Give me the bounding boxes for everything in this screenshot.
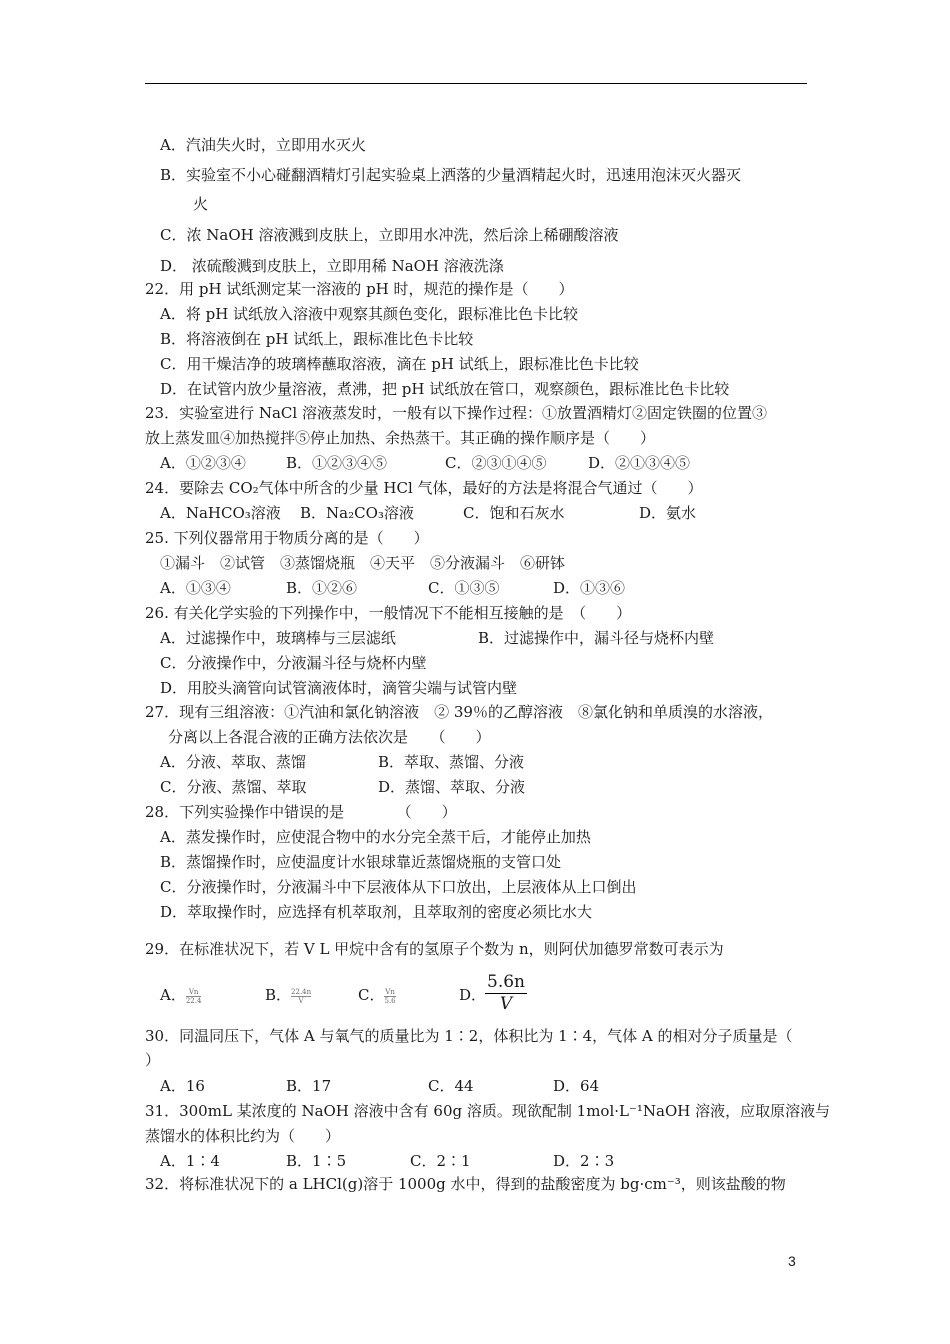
option-d: D．2∶3 xyxy=(553,1152,615,1170)
option-b: B．1∶5 xyxy=(286,1152,347,1170)
q26-option-d: D．用胶头滴管向试管滴液体时，滴管尖端与试管内壁 xyxy=(160,679,518,697)
q25-stem: 25. 下列仪器常用于物质分离的是（ ） xyxy=(145,529,429,547)
option-a: A．NaHCO₃溶液 xyxy=(160,504,281,522)
q26-stem: 26. 有关化学实验的下列操作中，一般情况下不能相互接触的是 （ ） xyxy=(145,604,632,622)
q30-stem: 30．同温同压下，气体 A 与氧气的质量比为 1∶2，体积比为 1∶4，气体 A 的相对分子质量是（ xyxy=(145,1027,793,1045)
q23-stem-cont: 放上蒸发皿④加热搅拌⑤停止加热、余热蒸干。其正确的操作顺序是（ ） xyxy=(145,429,656,447)
option-b: B．萃取、蒸馏、分液 xyxy=(378,753,525,771)
q22-option-d: D．在试管内放少量溶液，煮沸，把 pH 试纸放在管口，观察颜色，跟标准比色卡比较 xyxy=(160,380,730,398)
option-d: D．②①③④⑤ xyxy=(588,454,691,472)
option-c: C．②③①④⑤ xyxy=(445,454,547,472)
q28-option-d: D．萃取操作时，应选择有机萃取剂，且萃取剂的密度必须比水大 xyxy=(160,903,593,921)
option-b: B．过滤操作中，漏斗径与烧杯内壁 xyxy=(478,629,715,647)
q21-option-c: C．浓 NaOH 溶液溅到皮肤上，立即用水冲洗，然后涂上稀硼酸溶液 xyxy=(160,226,619,244)
q21-option-b: B．实验室不小心碰翻酒精灯引起实验桌上洒落的少量酒精起火时，迅速用泡沫灭火器灭 xyxy=(160,166,742,184)
option-b xyxy=(265,985,311,1005)
option-c-label: C． xyxy=(358,986,385,1004)
q22-option-b: B．将溶液倒在 pH 试纸上，跟标准比色卡比较 xyxy=(160,330,474,348)
option-a xyxy=(160,985,201,1005)
q31-stem: 31．300mL 某浓度的 NaOH 溶液中含有 60g 溶质。现欲配制 1mol·L⁻¹NaOH 溶液，应取原溶液与 xyxy=(145,1102,831,1120)
option-d-fraction xyxy=(485,972,527,1015)
q28-stem: 28．下列实验操作中错误的是 （ ） xyxy=(145,803,457,821)
option-a-label: A． xyxy=(160,986,186,1004)
option-b: B．①②⑥ xyxy=(286,579,358,597)
q26-option-c: C．分液操作中，分液漏斗径与烧杯内壁 xyxy=(160,654,427,672)
q28-option-a: A．蒸发操作时，应使混合物中的水分完全蒸干后，才能停止加热 xyxy=(160,828,591,846)
option-c-denominator: 5.6 xyxy=(384,996,396,1005)
option-d-denominator: V xyxy=(499,994,513,1014)
option-a-numerator: Vn xyxy=(186,988,202,997)
q21-option-d: D． 浓硫酸溅到皮肤上，立即用稀 NaOH 溶液洗涤 xyxy=(160,257,504,275)
q28-option-b: B．蒸馏操作时，应使温度计水银球靠近蒸馏烧瓶的支管口处 xyxy=(160,853,562,871)
q29-stem: 29．在标准状况下，若 V L 甲烷中含有的氢原子个数为 n，则阿伏加德罗常数可表示为 xyxy=(145,940,724,958)
q32-stem: 32．将标准状况下的 a LHCl(g)溶于 1000g 水中，得到的盐酸密度为 bg·cm⁻³，则该盐酸的物 xyxy=(145,1175,786,1193)
option-d: D．①③⑥ xyxy=(553,579,626,597)
option-c: C．44 xyxy=(428,1077,474,1095)
option-b-label: B． xyxy=(265,986,292,1004)
q30-stem-cont: ） xyxy=(145,1051,161,1069)
q27-stem-cont: 分离以上各混合液的正确方法依次是 （ ） xyxy=(168,728,491,746)
q21-option-b-cont: 火 xyxy=(193,195,209,213)
q22-option-c: C．用干燥洁净的玻璃棒蘸取溶液，滴在 pH 试纸上，跟标准比色卡比较 xyxy=(160,355,639,373)
option-a-denominator: 22.4 xyxy=(185,996,202,1005)
q23-stem: 23．实验室进行 NaCl 溶液蒸发时，一般有以下操作过程：①放置酒精灯②固定铁圈的位置③ xyxy=(145,404,767,422)
option-a: A．①②③④ xyxy=(160,454,246,472)
option-a: A．过滤操作中，玻璃棒与三层滤纸 xyxy=(160,629,396,647)
option-d-numerator: 5.6n xyxy=(487,972,525,992)
header-rule xyxy=(145,83,807,84)
option-a: A．1∶4 xyxy=(160,1152,220,1170)
option-d-label: D． xyxy=(459,986,487,1004)
option-b-denominator: V xyxy=(298,996,304,1005)
option-c: C．饱和石灰水 xyxy=(463,504,565,522)
option-a: A．16 xyxy=(160,1077,205,1095)
q28-option-c: C．分液操作时，分液漏斗中下层液体从下口放出，上层液体从上口倒出 xyxy=(160,878,637,896)
option-b: B．17 xyxy=(286,1077,332,1095)
option-c-numerator: Vn xyxy=(385,987,395,996)
option-c: C．2∶1 xyxy=(410,1152,471,1170)
q31-stem-cont: 蒸馏水的体积比约为（ ） xyxy=(145,1127,341,1145)
option-a: A．分液、萃取、蒸馏 xyxy=(160,753,306,771)
q22-stem: 22．用 pH 试纸测定某一溶液的 pH 时，规范的操作是（ ） xyxy=(145,280,574,298)
q22-option-a: A．将 pH 试纸放入溶液中观察其颜色变化，跟标准比色卡比较 xyxy=(160,305,579,323)
q21-option-a: A．汽油失火时，立即用水灭火 xyxy=(160,136,366,154)
page-number: 3 xyxy=(788,1253,796,1269)
option-a: A．①③④ xyxy=(160,579,231,597)
option-d: D．蒸馏、萃取、分液 xyxy=(378,778,526,796)
option-c xyxy=(358,985,396,1005)
option-b-numerator: 22.4n xyxy=(291,987,312,996)
option-d: D．64 xyxy=(553,1077,600,1095)
option-d: D．氨水 xyxy=(639,504,697,522)
option-b: B．①②③④⑤ xyxy=(286,454,388,472)
option-b: B．Na₂CO₃溶液 xyxy=(300,504,414,522)
q27-stem: 27．现有三组溶液：①汽油和氯化钠溶液 ② 39％的乙醇溶液 ⑧氯化钠和单质溴的水溶液， xyxy=(145,703,773,721)
q25-items: ①漏斗 ②试管 ③蒸馏烧瓶 ④天平 ⑤分液漏斗 ⑥研钵 xyxy=(160,554,566,572)
q24-stem: 24．要除去 CO₂气体中所含的少量 HCl 气体，最好的方法是将混合气通过（ ） xyxy=(145,479,703,497)
option-c: C．①③⑤ xyxy=(428,579,500,597)
option-c: C．分液、蒸馏、萃取 xyxy=(160,778,307,796)
